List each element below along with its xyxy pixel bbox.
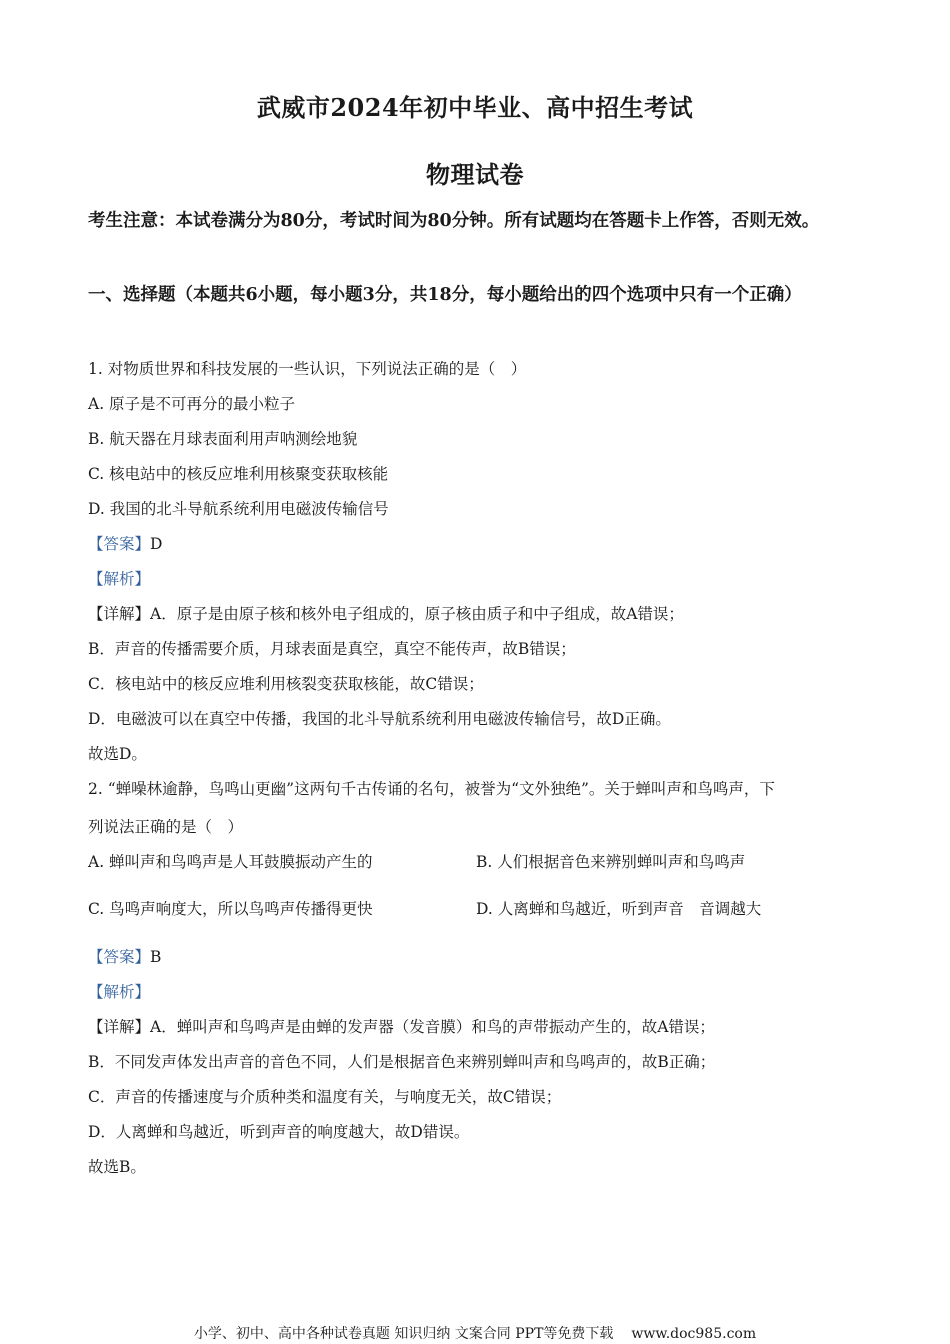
exam-notice: 考生注意：本试卷满分为80分，考试时间为80分钟。所有试题均在答题卡上作答，否则无效。	[88, 211, 820, 231]
answer-value: B	[150, 948, 162, 966]
question-1-detail-d: D．电磁波可以在真空中传播，我国的北斗导航系统利用电磁波传输信号，故D正确。	[88, 710, 671, 728]
question-1-option-c: C. 核电站中的核反应堆利用核聚变获取核能	[88, 465, 389, 483]
question-2-conclusion: 故选B。	[88, 1158, 146, 1176]
answer-tag: 【答案】	[88, 535, 151, 553]
question-2-option-c: C. 鸟鸣声响度大，所以鸟鸣声传播得更快	[88, 900, 373, 918]
question-1-conclusion: 故选D。	[88, 745, 147, 763]
question-2-detail-c: C．声音的传播速度与介质种类和温度有关，与响度无关，故C错误；	[88, 1088, 562, 1106]
question-2-detail-d: D．人离蝉和鸟越近，听到声音的响度越大，故D错误。	[88, 1123, 470, 1141]
footer-link[interactable]: www.doc985.com	[631, 1326, 757, 1342]
question-2-option-b: B. 人们根据音色来辨别蝉叫声和鸟鸣声	[476, 853, 746, 871]
footer-text: 小学、初中、高中各种试卷真题 知识归纳 文案合同 PPT等免费下载	[193, 1326, 614, 1342]
question-1-option-a: A. 原子是不可再分的最小粒子	[88, 395, 296, 413]
question-1-option-d: D. 我国的北斗导航系统利用电磁波传输信号	[88, 500, 389, 518]
detail-tag: 【详解】	[88, 605, 151, 623]
page-title: 武威市2024年初中毕业、高中招生考试	[256, 93, 694, 122]
detail-text: A．蝉叫声和鸟鸣声是由蝉的发声器（发音膜）和鸟的声带振动产生的，故A错误；	[150, 1018, 715, 1036]
question-2-detail-b: B．不同发声体发出声音的音色不同，人们是根据音色来辨别蝉叫声和鸟鸣声的，故B正确；	[88, 1053, 716, 1071]
question-1-stem: 1. 对物质世界和科技发展的一些认识，下列说法正确的是（ ）	[88, 360, 527, 378]
page-footer	[0, 1323, 950, 1343]
question-2-detail-a	[88, 1015, 715, 1037]
question-2-stem-line-2: 列说法正确的是（ ）	[88, 818, 244, 836]
question-1-option-b: B. 航天器在月球表面利用声呐测绘地貌	[88, 430, 358, 448]
question-1-analysis-tag: 【解析】	[88, 570, 151, 588]
question-1-answer	[88, 532, 162, 554]
question-2-stem-line-1: 2. “蝉噪林逾静，鸟鸣山更幽”这两句千古传诵的名句，被誉为“文外独绝”。关于蝉叫声和鸟鸣声，下	[88, 780, 775, 798]
answer-value: D	[150, 535, 163, 553]
answer-tag: 【答案】	[88, 948, 151, 966]
question-1-detail-c: C．核电站中的核反应堆利用核裂变获取核能，故C错误；	[88, 675, 484, 693]
section-heading: 一、选择题（本题共6小题，每小题3分，共18分，每小题给出的四个选项中只有一个正确）	[88, 285, 802, 305]
question-2-option-a: A. 蝉叫声和鸟鸣声是人耳鼓膜振动产生的	[88, 853, 373, 871]
detail-tag: 【详解】	[88, 1018, 151, 1036]
question-2-answer	[88, 945, 161, 967]
question-1-detail-a	[88, 602, 684, 624]
question-2-analysis-tag: 【解析】	[88, 983, 151, 1001]
question-1-detail-b: B．声音的传播需要介质，月球表面是真空，真空不能传声，故B错误；	[88, 640, 576, 658]
detail-text: A．原子是由原子核和核外电子组成的，原子核由质子和中子组成，故A错误；	[150, 605, 684, 623]
page-subtitle: 物理试卷	[426, 160, 524, 189]
question-2-option-d: D. 人离蝉和鸟越近，听到声音 音调越大	[476, 900, 762, 918]
